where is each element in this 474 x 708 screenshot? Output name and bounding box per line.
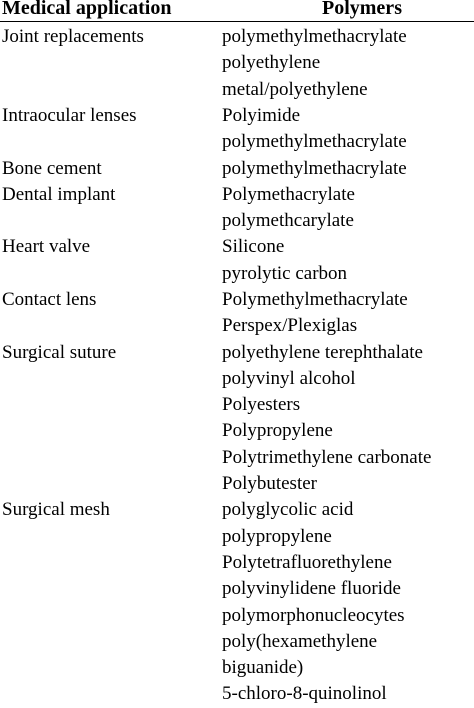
polymers-cell [222, 234, 347, 287]
polymer-item: Polymethacrylate [222, 183, 355, 205]
polymer-item: Polytetrafluorethylene [222, 551, 392, 573]
polymer-item: poly(hexamethylene [222, 630, 378, 652]
polymers-cell [222, 497, 405, 707]
polymer-item: Polyimide [222, 104, 301, 126]
header-polymers: Polymers [322, 0, 402, 19]
polymer-item: 5-chloro-8-quinolinol [222, 683, 387, 705]
polymers-cell [222, 103, 407, 156]
header-medical-application: Medical application [2, 0, 172, 19]
polymers-cell [222, 287, 408, 340]
polymer-item: polyvinylidene fluoride [222, 578, 401, 600]
medical-application-cell: Dental implant [2, 183, 116, 205]
polymer-item: polypropylene [222, 525, 332, 547]
polymer-item: Polymethylmethacrylate [222, 289, 408, 310]
polymer-item: polymethylmethacrylate [222, 131, 407, 153]
polymers-cell [222, 156, 407, 182]
polymer-item: polymorphonucleocytes [222, 604, 405, 626]
polymer-item: Perspex/Plexiglas [222, 315, 358, 337]
medical-application-cell: Bone cement [2, 157, 102, 179]
table-header [0, 0, 474, 22]
medical-application-cell: Joint replacements [2, 26, 144, 47]
polymer-item: Silicone [222, 236, 285, 258]
medical-application-cell: Surgical suture [2, 341, 117, 363]
polymer-item: pyrolytic carbon [222, 262, 348, 284]
medical-application-cell: Contact lens [2, 289, 97, 310]
polymer-item: Polyesters [222, 394, 301, 416]
polymer-item: polymethylmethacrylate [222, 157, 407, 179]
polymer-item: metal/polyethylene [222, 78, 368, 100]
polymer-item: polymethylmethacrylate [222, 26, 407, 47]
polymer-item: polyethylene [222, 52, 321, 74]
polymer-item: Polybutester [222, 473, 317, 495]
polymer-item: polymethcarylate [222, 210, 354, 232]
header-rule [0, 21, 474, 22]
medical-application-cell: Heart valve [2, 236, 91, 258]
polymer-item: polyvinyl alcohol [222, 367, 356, 389]
polymer-item: polyglycolic acid [222, 499, 354, 521]
polymers-cell [222, 24, 407, 103]
medical-application-cell: Intraocular lenses [2, 104, 137, 126]
polymers-cell [222, 182, 355, 235]
polymers-cell [222, 340, 431, 498]
medical-application-cell: Surgical mesh [2, 499, 110, 521]
polymer-item: polyethylene terephthalate [222, 341, 423, 363]
polymer-item: biguanide) [222, 657, 304, 679]
polymer-item: Polytrimethylene carbonate [222, 446, 432, 468]
polymer-item: Polypropylene [222, 420, 333, 442]
